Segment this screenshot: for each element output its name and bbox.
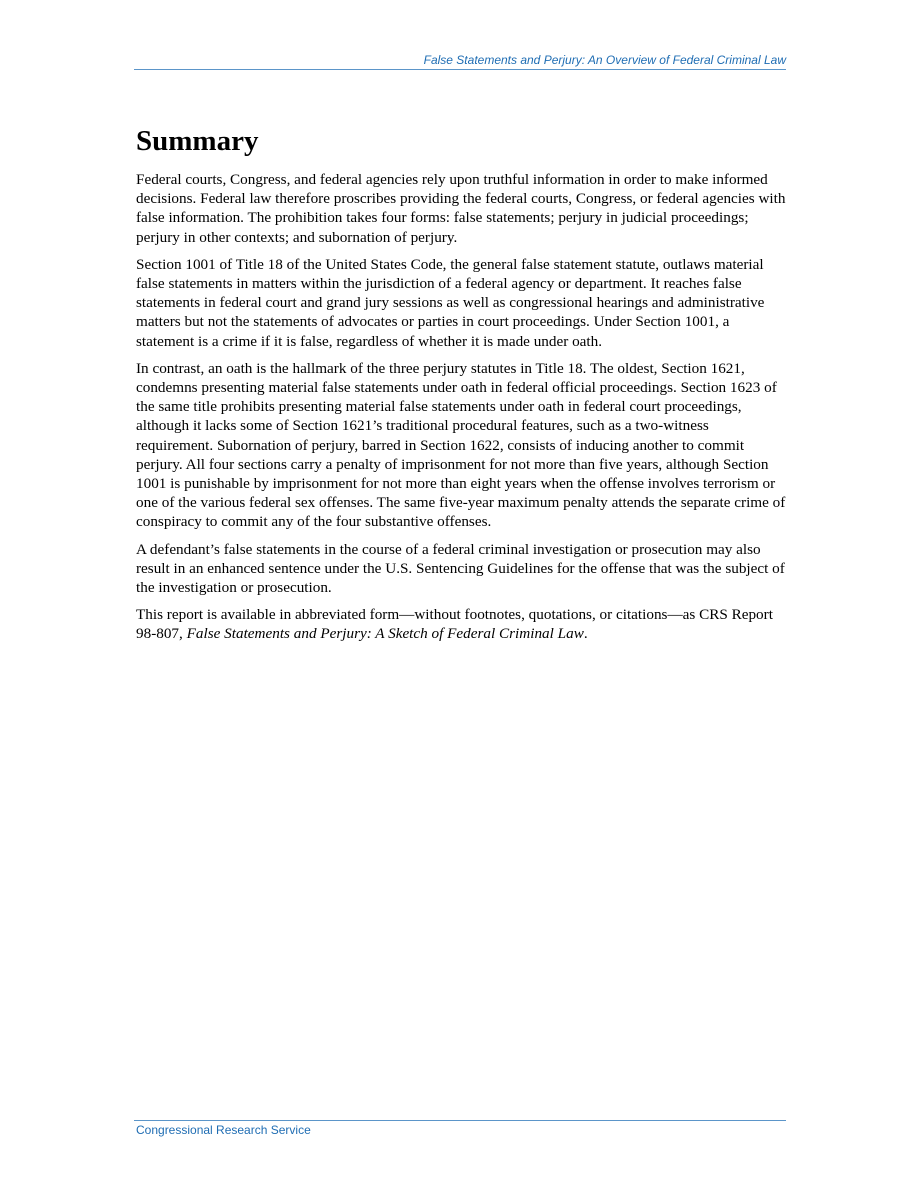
running-header-title: False Statements and Perjury: An Overview of Federal Criminal Law	[423, 53, 786, 67]
summary-section	[136, 122, 786, 652]
header-divider	[134, 69, 786, 70]
summary-paragraph-2: Section 1001 of Title 18 of the United States Code, the general false statement statute, outlaws material false statements in matters within the jurisdiction of a federal agency or department. It reaches false statements in federal court and grand jury sessions as well as congressional hearings and administrative matters but not the statements of advocates or parties in court proceedings. Under Section 1001, a statement is a crime if it is false, regardless of whether it is made under oath.	[136, 255, 765, 350]
summary-paragraph-4: A defendant’s false statements in the course of a federal criminal investigation or prosecution may also result in an enhanced sentence under the U.S. Sentencing Guidelines for the offense that was the subject of the investigation or prosecution.	[136, 540, 785, 597]
report-title-citation: False Statements and Perjury: A Sketch of Federal Criminal Law	[186, 625, 584, 643]
report-availability-text: This report is available in abbreviated form—without footnotes, quotations, or citations—as CRS Report 98-807,	[136, 606, 773, 643]
summary-paragraph-5	[136, 605, 786, 643]
footer-divider	[134, 1120, 786, 1121]
summary-paragraph-1: Federal courts, Congress, and federal agencies rely upon truthful information in order to make informed decisions. Federal law therefore proscribes providing the federal courts, Congress, or federal agencies with false information. The prohibition takes four forms: false statements; perjury in judicial proceedings; perjury in other contexts; and subornation of perjury.	[136, 171, 786, 246]
footer-label: Congressional Research Service	[136, 1123, 311, 1137]
summary-paragraph-3: In contrast, an oath is the hallmark of the three perjury statutes in Title 18. The oldest, Section 1621, condemns presenting material false statements under oath in federal official proceedings. Section 1623 of the same title prohibits presenting material false statements under oath in federal court proceedings, although it lacks some of Section 1621’s traditional procedural features, such as a two-witness requirement. Subornation of perjury, barred in Section 1622, consists of inducing another to commit perjury. All four sections carry a penalty of imprisonment for not more than five years, although Section 1001 is punishable by imprisonment for not more than eight years when the offense involves terrorism or one of the various federal sex offenses. The same five-year maximum penalty attends the separate crime of conspiracy to commit any of the four substantive offenses.	[136, 359, 786, 531]
summary-heading: Summary	[136, 125, 259, 157]
report-availability-end: .	[583, 625, 588, 643]
